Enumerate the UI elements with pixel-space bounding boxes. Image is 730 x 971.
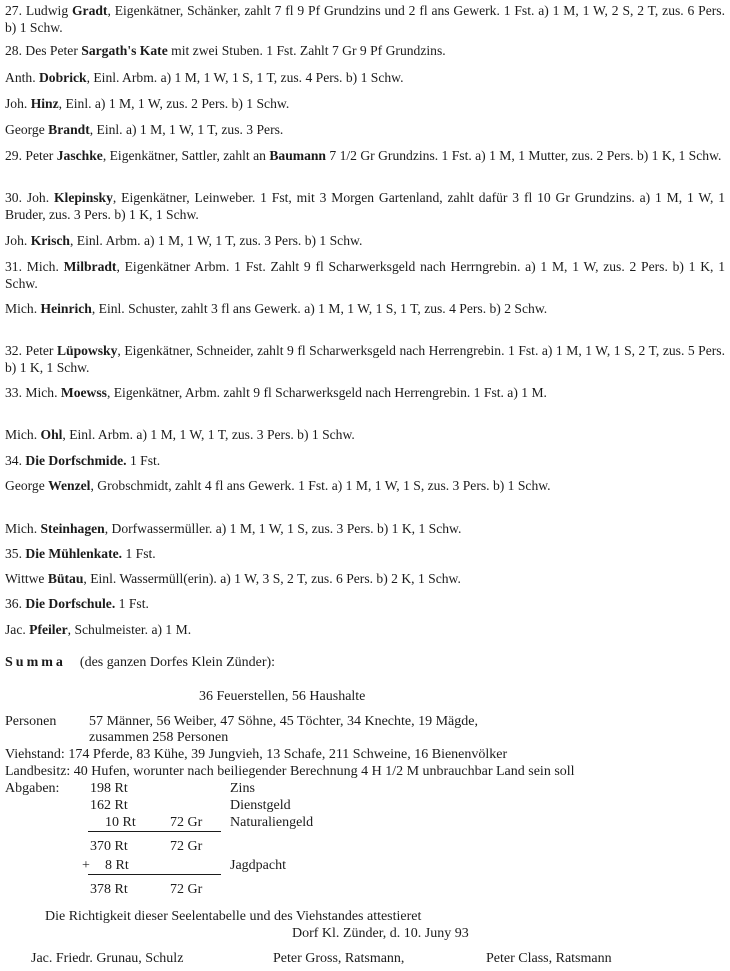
entry-name: Moewss — [60, 385, 107, 400]
summa-feuerstellen: 36 Feuerstellen, 56 Haushalte — [199, 689, 366, 704]
entry-name: Ohl — [40, 427, 63, 442]
signer-schulz: Jac. Friedr. Grunau, Schulz — [31, 951, 184, 966]
summa-label: Summa — [5, 655, 66, 670]
entry-name: Milbradt — [63, 259, 117, 274]
subtotal-gr: 72 Gr — [170, 839, 203, 854]
entry-krisch: Joh. Krisch, Einl. Arbm. a) 1 M, 1 W, 1 T, zus. 3 Pers. b) 1 Schw. — [5, 233, 363, 248]
landbesitz: Landbesitz: 40 Hufen, worunter nach beiliegender Berechnung 4 H 1/2 M unbrauchbar Land sein soll — [5, 764, 575, 779]
entry-name: Die Dorfschmide. — [25, 453, 127, 468]
entry-name: Pfeiler — [29, 622, 68, 637]
entry-name: Gradt — [71, 3, 108, 18]
abgabe-naturalien-gr: 72 Gr — [170, 815, 203, 830]
abgabe-dienstgeld-label: Dienstgeld — [230, 798, 291, 813]
summa-heading — [5, 654, 275, 671]
personen-total: zusammen 258 Personen — [89, 730, 229, 745]
summa-subtitle: (des ganzen Dorfes Klein Zünder): — [79, 655, 276, 670]
entry-29: 29. Peter Jaschke, Eigenkätner, Sattler, zahlt an Baumann 7 1/2 Gr Grundzins. 1 Fst. a) 1 M, 1 Mutter, zus. 2 Pers. b) 1 K, 1 Schw. — [5, 148, 722, 163]
entry-name: Die Mühlenkate. — [25, 546, 123, 561]
entry-28: 28. Des Peter Sargath's Kate mit zwei Stuben. 1 Fst. Zahlt 7 Gr 9 Pf Grundzins. — [5, 43, 446, 58]
subtotal-rt: 370 Rt — [90, 839, 128, 854]
entry-name-secondary: Baumann — [269, 148, 326, 163]
sum-rule-2 — [88, 874, 221, 875]
entry-dobrick: Anth. Dobrick, Einl. Arbm. a) 1 M, 1 W, 1 S, 1 T, zus. 4 Pers. b) 1 Schw. — [5, 70, 404, 85]
abgabe-naturalien-label: Naturaliengeld — [230, 815, 314, 830]
entry-wenzel: George Wenzel, Grobschmidt, zahlt 4 fl ans Gewerk. 1 Fst. a) 1 M, 1 W, 1 S, zus. 3 Pers. b) 1 Schw. — [5, 478, 551, 493]
entry-hinz: Joh. Hinz, Einl. a) 1 M, 1 W, zus. 2 Pers. b) 1 Schw. — [5, 96, 290, 111]
personen-values: 57 Männer, 56 Weiber, 47 Söhne, 45 Töchter, 34 Knechte, 19 Mägde, — [89, 714, 478, 729]
entry-name: Jaschke — [56, 148, 103, 163]
attest-line-1: Die Richtigkeit dieser Seelentabelle und des Viehstandes attestieret — [45, 909, 422, 924]
entry-34: 34. Die Dorfschmide. 1 Fst. — [5, 453, 161, 468]
abgaben-label: Abgaben: — [5, 781, 60, 796]
entry-name: Die Dorfschule. — [25, 596, 116, 611]
entry-name: Hinz — [30, 96, 59, 111]
entry-buetau: Wittwe Bütau, Einl. Wassermüll(erin). a) 1 W, 3 S, 2 T, zus. 6 Pers. b) 2 K, 1 Schw. — [5, 571, 461, 586]
entry-name: Lüpowsky — [56, 343, 118, 358]
entry-name: Sargath's Kate — [81, 43, 168, 58]
attest-line-2: Dorf Kl. Zünder, d. 10. Juny 93 — [292, 926, 469, 941]
entry-brandt: George Brandt, Einl. a) 1 M, 1 W, 1 T, zus. 3 Pers. — [5, 122, 284, 137]
plus-sign: + — [82, 858, 90, 873]
jagdpacht-rt: 8 Rt — [105, 858, 129, 873]
entry-name: Brandt — [48, 122, 90, 137]
entry-30: 30. Joh. Klepinsky, Eigenkätner, Leinweber. 1 Fst, mit 3 Morgen Gartenland, zahlt dafür 3 fl 10 Gr Grundzins. a) 1 M, 1 W, 1 Bruder, zus. 3 Pers. b) 1 K, 1 Schw. — [5, 190, 725, 222]
entry-name: Dobrick — [38, 70, 87, 85]
abgabe-zins-label: Zins — [230, 781, 255, 796]
entry-33: 33. Mich. Moewss, Eigenkätner, Arbm. zahlt 9 fl Scharwerksgeld nach Herrengrebin. 1 Fst. a) 1 M. — [5, 385, 547, 400]
entry-27: 27. Ludwig Gradt, Eigenkätner, Schänker, zahlt 7 fl 9 Pf Grundzins und 2 fl ans Gewerk. 1 Fst. a) 1 M, 1 W, 2 S, 2 T, zus. 6 Pers. b) 1 Schw. — [5, 3, 725, 35]
entry-35: 35. Die Mühlenkate. 1 Fst. — [5, 546, 156, 561]
entry-36: 36. Die Dorfschule. 1 Fst. — [5, 596, 149, 611]
signer-gross: Peter Gross, Ratsmann, — [273, 951, 405, 966]
entry-heinrich: Mich. Heinrich, Einl. Schuster, zahlt 3 fl ans Gewerk. a) 1 M, 1 W, 1 S, 1 T, zus. 4 Pers. b) 2 Schw. — [5, 301, 548, 316]
signer-class: Peter Class, Ratsmann — [486, 951, 612, 966]
personen-label: Personen — [5, 714, 57, 729]
total-gr: 72 Gr — [170, 882, 203, 897]
entry-name: Steinhagen — [40, 521, 105, 536]
entry-31: 31. Mich. Milbradt, Eigenkätner Arbm. 1 Fst. Zahlt 9 fl Scharwerksgeld nach Herrngrebin. a) 1 M, 1 W, zus. 2 Pers. b) 1 K, 1 Schw. — [5, 259, 725, 291]
entry-32: 32. Peter Lüpowsky, Eigenkätner, Schneider, zahlt 9 fl Scharwerksgeld nach Herrengrebin. 1 Fst. a) 1 M, 1 W, 1 S, 2 T, zus. 5 Pers. b) 1 K, 1 Schw. — [5, 343, 725, 375]
entry-name: Bütau — [47, 571, 84, 586]
abgabe-naturalien-rt: 10 Rt — [105, 815, 136, 830]
total-rt: 378 Rt — [90, 882, 128, 897]
sum-rule-1 — [88, 831, 221, 832]
abgabe-zins-rt: 198 Rt — [90, 781, 128, 796]
entry-name: Wenzel — [48, 478, 91, 493]
abgabe-dienstgeld-rt: 162 Rt — [90, 798, 128, 813]
entry-pfeiler: Jac. Pfeiler, Schulmeister. a) 1 M. — [5, 622, 192, 637]
entry-name: Heinrich — [40, 301, 92, 316]
viehstand: Viehstand: 174 Pferde, 83 Kühe, 39 Jungvieh, 13 Schafe, 211 Schweine, 16 Bienenvölker — [5, 747, 508, 762]
entry-ohl: Mich. Ohl, Einl. Arbm. a) 1 M, 1 W, 1 T, zus. 3 Pers. b) 1 Schw. — [5, 427, 355, 442]
entry-name: Klepinsky — [53, 190, 113, 205]
entry-name: Krisch — [30, 233, 70, 248]
entry-steinhagen: Mich. Steinhagen, Dorfwassermüller. a) 1 M, 1 W, 1 S, zus. 3 Pers. b) 1 K, 1 Schw. — [5, 521, 462, 536]
jagdpacht-label: Jagdpacht — [230, 858, 286, 873]
